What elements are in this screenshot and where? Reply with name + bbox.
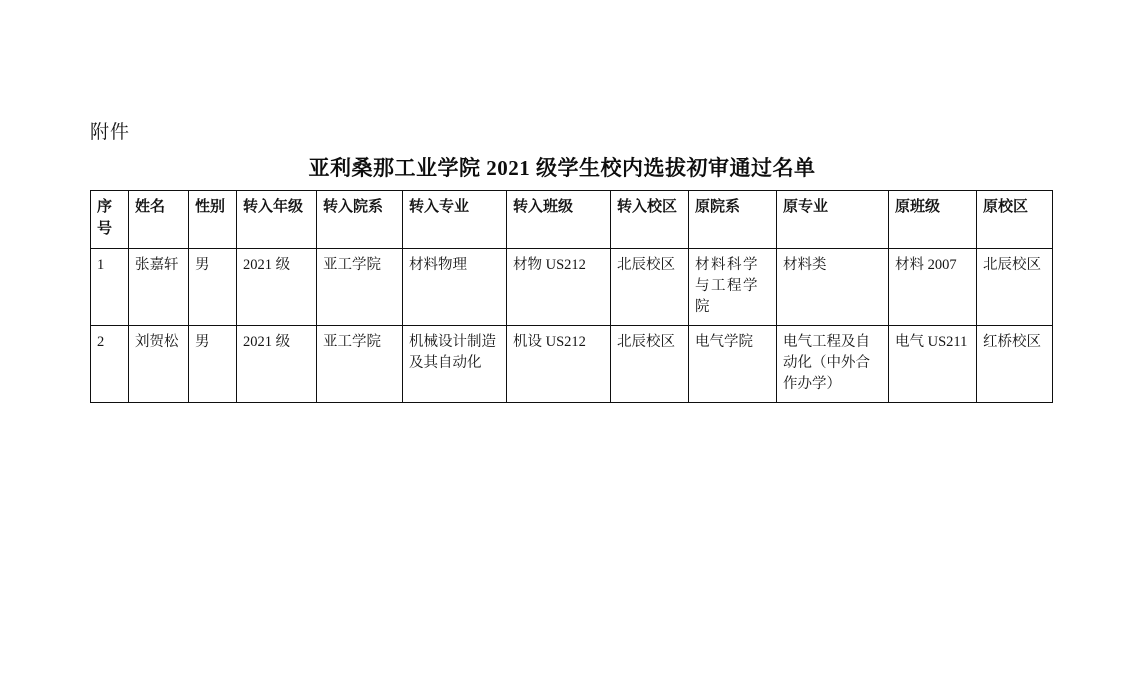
cell-origin-major: 材料类 bbox=[777, 248, 889, 325]
cell-transfer-class: 机设 US212 bbox=[507, 325, 611, 402]
column-header-seq: 序号 bbox=[91, 191, 129, 249]
table-row bbox=[91, 248, 1053, 325]
cell-origin-college: 电气学院 bbox=[689, 325, 777, 402]
cell-gender: 男 bbox=[189, 325, 237, 402]
column-header-gender: 性别 bbox=[189, 191, 237, 249]
roster-table-container bbox=[90, 190, 1041, 403]
cell-transfer-major: 材料物理 bbox=[403, 248, 507, 325]
column-header-name: 姓名 bbox=[129, 191, 189, 249]
cell-name: 刘贺松 bbox=[129, 325, 189, 402]
column-header-origin-campus: 原校区 bbox=[977, 191, 1053, 249]
cell-origin-campus: 北辰校区 bbox=[977, 248, 1053, 325]
cell-gender: 男 bbox=[189, 248, 237, 325]
page-title: 亚利桑那工业学院 2021 级学生校内选拔初审通过名单 bbox=[308, 156, 816, 180]
table-row bbox=[91, 325, 1053, 402]
attachment-label: 附件 bbox=[90, 122, 131, 143]
cell-transfer-college: 亚工学院 bbox=[317, 248, 403, 325]
cell-origin-college: 材料科学与工程学院 bbox=[689, 248, 777, 325]
cell-seq: 1 bbox=[91, 248, 129, 325]
column-header-origin-college: 原院系 bbox=[689, 191, 777, 249]
column-header-transfer-campus: 转入校区 bbox=[611, 191, 689, 249]
column-header-transfer-grade: 转入年级 bbox=[237, 191, 317, 249]
column-header-origin-major: 原专业 bbox=[777, 191, 889, 249]
roster-table bbox=[90, 190, 1053, 403]
cell-name: 张嘉轩 bbox=[129, 248, 189, 325]
column-header-transfer-college: 转入院系 bbox=[317, 191, 403, 249]
cell-transfer-campus: 北辰校区 bbox=[611, 325, 689, 402]
cell-transfer-college: 亚工学院 bbox=[317, 325, 403, 402]
table-header-row bbox=[91, 191, 1053, 249]
column-header-origin-class: 原班级 bbox=[889, 191, 977, 249]
cell-origin-class: 电气 US211 bbox=[889, 325, 977, 402]
cell-transfer-grade: 2021 级 bbox=[237, 325, 317, 402]
cell-transfer-class: 材物 US212 bbox=[507, 248, 611, 325]
cell-origin-class: 材料 2007 bbox=[889, 248, 977, 325]
column-header-transfer-class: 转入班级 bbox=[507, 191, 611, 249]
cell-origin-major: 电气工程及自动化（中外合作办学） bbox=[777, 325, 889, 402]
cell-transfer-major: 机械设计制造及其自动化 bbox=[403, 325, 507, 402]
cell-origin-campus: 红桥校区 bbox=[977, 325, 1053, 402]
cell-seq: 2 bbox=[91, 325, 129, 402]
column-header-transfer-major: 转入专业 bbox=[403, 191, 507, 249]
cell-transfer-campus: 北辰校区 bbox=[611, 248, 689, 325]
cell-transfer-grade: 2021 级 bbox=[237, 248, 317, 325]
